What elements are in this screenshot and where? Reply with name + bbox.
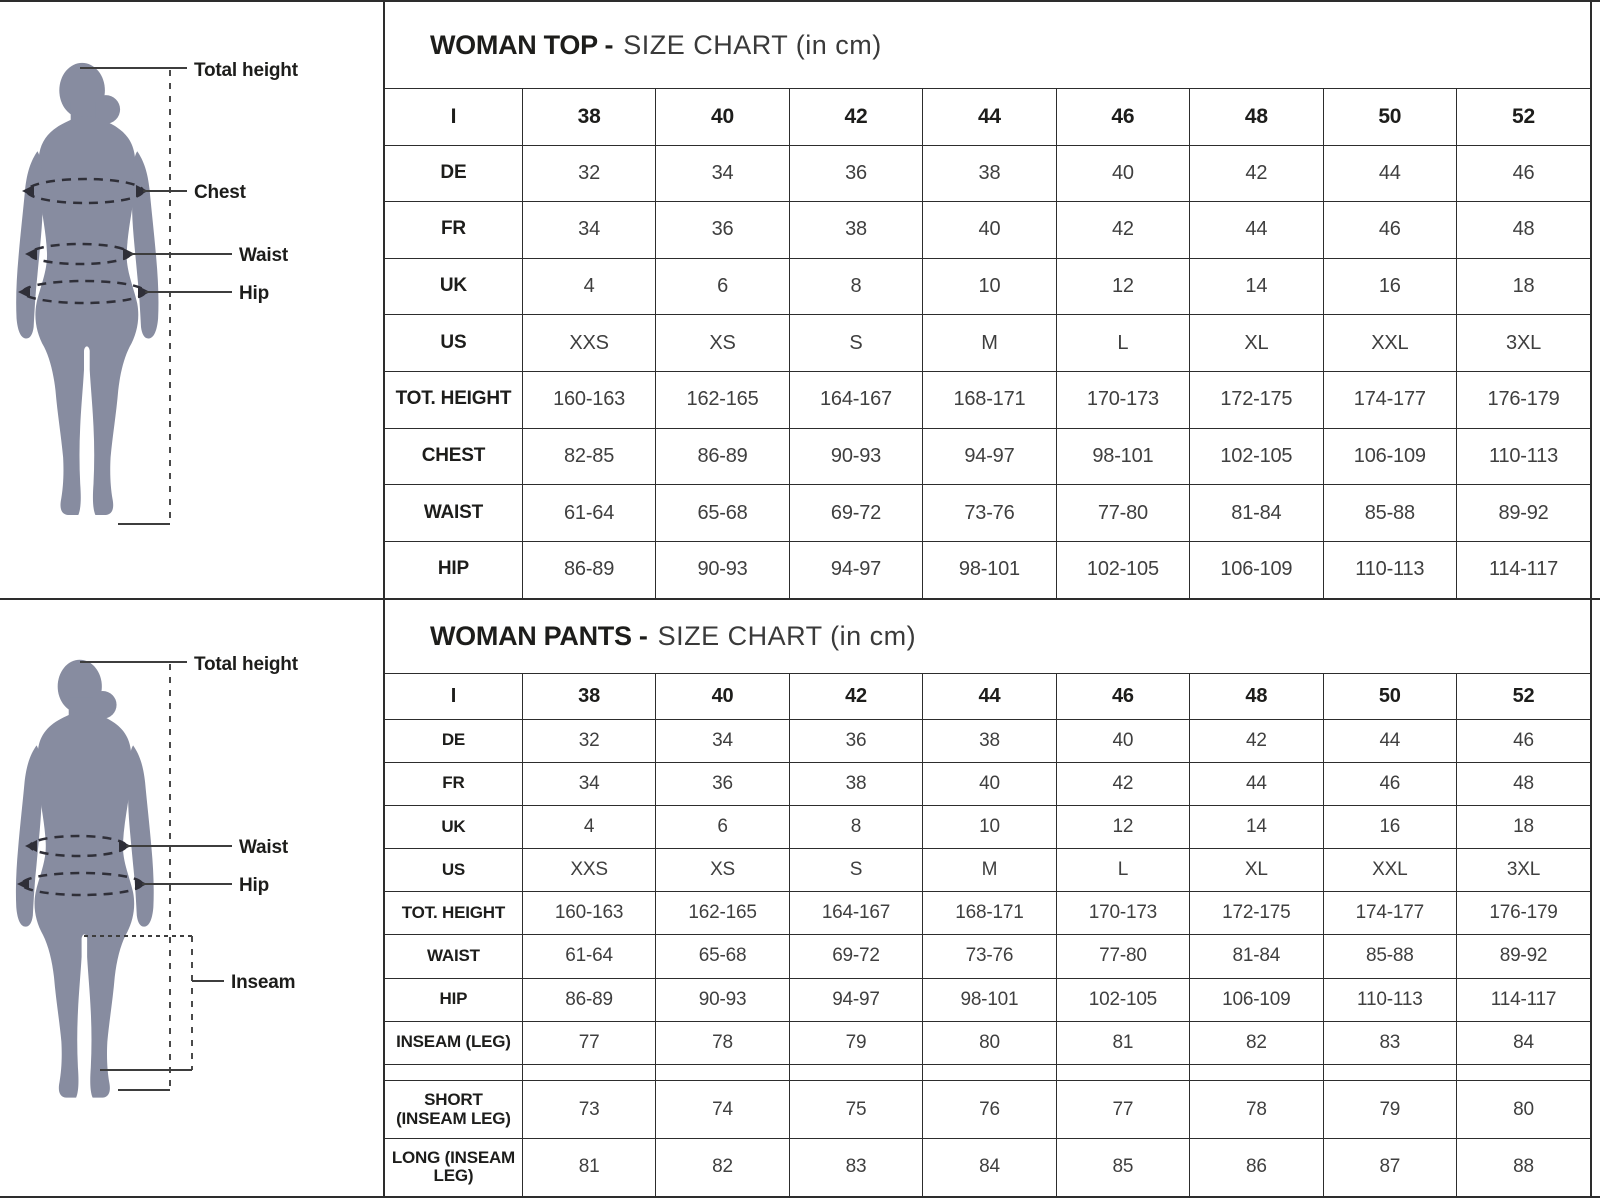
title-bold: WOMAN TOP - (430, 29, 614, 60)
size-value-cell: 98-101 (923, 978, 1056, 1021)
size-value-cell: 6 (656, 258, 789, 315)
size-value-cell: 76 (923, 1081, 1056, 1139)
row-label: INSEAM (LEG) (385, 1021, 522, 1064)
row-label: FR (385, 202, 522, 259)
size-value-cell (522, 1064, 655, 1080)
size-value-cell: 90-93 (656, 978, 789, 1021)
size-value-cell: 79 (789, 1021, 922, 1064)
size-value-cell: 14 (1190, 258, 1323, 315)
size-value-cell: 176-179 (1457, 892, 1590, 935)
measurement-row (385, 202, 1590, 259)
row-label: WAIST (385, 935, 522, 978)
size-column-header: 52 (1457, 674, 1590, 719)
measurement-row (385, 428, 1590, 485)
measurement-row (385, 145, 1590, 202)
size-value-cell (1056, 1064, 1189, 1080)
size-value-cell: 81 (522, 1138, 655, 1196)
size-value-cell: 94-97 (789, 541, 922, 598)
size-value-cell: 174-177 (1323, 372, 1456, 429)
size-value-cell: 44 (1190, 202, 1323, 259)
size-value-cell: 8 (789, 258, 922, 315)
size-value-cell: 102-105 (1056, 541, 1189, 598)
size-system-header: I (385, 674, 522, 719)
woman-pants-size-table (385, 674, 1590, 1196)
size-value-cell: 46 (1457, 719, 1590, 762)
size-value-cell: 176-179 (1457, 372, 1590, 429)
size-column-header: 48 (1190, 674, 1323, 719)
size-value-cell: 81 (1056, 1021, 1189, 1064)
size-column-header: 38 (522, 674, 655, 719)
woman-pants-title (385, 600, 1590, 674)
size-value-cell: 69-72 (789, 935, 922, 978)
size-system-header: I (385, 89, 522, 145)
size-value-cell: M (923, 849, 1056, 892)
size-value-cell: 88 (1457, 1138, 1590, 1196)
size-value-cell: 61-64 (522, 935, 655, 978)
size-value-cell: 114-117 (1457, 978, 1590, 1021)
measurement-row (385, 541, 1590, 598)
size-value-cell: 38 (789, 762, 922, 805)
size-value-cell: 18 (1457, 258, 1590, 315)
size-value-cell (1457, 1064, 1590, 1080)
size-value-cell: 40 (923, 762, 1056, 805)
woman-top-title (385, 2, 1590, 89)
size-value-cell: 42 (1190, 145, 1323, 202)
size-value-cell: 77 (522, 1021, 655, 1064)
size-value-cell: 34 (522, 762, 655, 805)
size-value-cell: 87 (1323, 1138, 1456, 1196)
waist-label: Waist (239, 245, 288, 266)
row-label (385, 1064, 522, 1080)
measurement-row (385, 762, 1590, 805)
size-value-cell: 34 (522, 202, 655, 259)
size-value-cell: 73 (522, 1081, 655, 1139)
size-value-cell: 83 (1323, 1021, 1456, 1064)
size-value-cell: 40 (1056, 145, 1189, 202)
total-height-label: Total height (194, 654, 298, 675)
size-value-cell: XXL (1323, 315, 1456, 372)
size-value-cell: 42 (1056, 762, 1189, 805)
size-value-cell: 12 (1056, 258, 1189, 315)
size-value-cell: 36 (656, 202, 789, 259)
size-value-cell: 18 (1457, 805, 1590, 848)
section-woman-top (0, 0, 1600, 598)
size-value-cell: 162-165 (656, 892, 789, 935)
size-value-cell: 170-173 (1056, 372, 1189, 429)
size-value-cell: 38 (923, 719, 1056, 762)
size-column-header: 42 (789, 674, 922, 719)
woman-silhouette (16, 63, 158, 515)
size-header-row (385, 674, 1590, 719)
measurement-row (385, 1138, 1590, 1196)
section-woman-pants (0, 598, 1600, 1198)
size-value-cell: 81-84 (1190, 485, 1323, 542)
size-value-cell (656, 1064, 789, 1080)
size-value-cell: 77-80 (1056, 485, 1189, 542)
size-value-cell: 86 (1190, 1138, 1323, 1196)
row-label: US (385, 849, 522, 892)
size-value-cell: 168-171 (923, 372, 1056, 429)
size-column-header: 52 (1457, 89, 1590, 145)
size-value-cell: 40 (1056, 719, 1189, 762)
size-value-cell: 3XL (1457, 315, 1590, 372)
size-value-cell: 42 (1056, 202, 1189, 259)
row-label: DE (385, 145, 522, 202)
measurement-row (385, 315, 1590, 372)
size-value-cell: 170-173 (1056, 892, 1189, 935)
size-value-cell: 44 (1323, 145, 1456, 202)
size-value-cell: 90-93 (656, 541, 789, 598)
title-bold: WOMAN PANTS - (430, 621, 648, 651)
row-label: HIP (385, 978, 522, 1021)
size-value-cell (789, 1064, 922, 1080)
size-value-cell: 4 (522, 258, 655, 315)
size-value-cell: 12 (1056, 805, 1189, 848)
size-value-cell: 86-89 (656, 428, 789, 485)
measurement-row (385, 849, 1590, 892)
title-regular: SIZE CHART (in cm) (623, 29, 882, 60)
size-column-header: 48 (1190, 89, 1323, 145)
row-label: US (385, 315, 522, 372)
size-value-cell: 16 (1323, 805, 1456, 848)
measurement-row (385, 485, 1590, 542)
size-column-header: 38 (522, 89, 655, 145)
size-value-cell: 82-85 (522, 428, 655, 485)
size-value-cell: 38 (789, 202, 922, 259)
size-value-cell: 77-80 (1056, 935, 1189, 978)
size-value-cell: 89-92 (1457, 935, 1590, 978)
size-column-header: 40 (656, 89, 789, 145)
row-label: CHEST (385, 428, 522, 485)
row-label: SHORT (INSEAM LEG) (385, 1081, 522, 1139)
size-value-cell: 3XL (1457, 849, 1590, 892)
woman-pants-figure-panel (0, 600, 385, 1196)
size-value-cell: XXS (522, 849, 655, 892)
size-value-cell: 82 (1190, 1021, 1323, 1064)
size-value-cell: 42 (1190, 719, 1323, 762)
size-value-cell: 85-88 (1323, 935, 1456, 978)
size-header-row (385, 89, 1590, 145)
size-value-cell: 10 (923, 805, 1056, 848)
size-value-cell: 69-72 (789, 485, 922, 542)
size-value-cell: 84 (923, 1138, 1056, 1196)
row-label: UK (385, 258, 522, 315)
size-value-cell: S (789, 315, 922, 372)
size-value-cell: L (1056, 315, 1189, 372)
row-label: UK (385, 805, 522, 848)
size-value-cell: XS (656, 315, 789, 372)
measurement-row (385, 1021, 1590, 1064)
size-value-cell: 46 (1323, 762, 1456, 805)
size-value-cell: 110-113 (1323, 978, 1456, 1021)
size-value-cell: 164-167 (789, 892, 922, 935)
size-value-cell: 6 (656, 805, 789, 848)
measurement-row (385, 805, 1590, 848)
spacer-row (385, 1064, 1590, 1080)
size-value-cell: 106-109 (1323, 428, 1456, 485)
woman-silhouette (16, 660, 154, 1098)
size-value-cell: 162-165 (656, 372, 789, 429)
size-value-cell: 78 (1190, 1081, 1323, 1139)
size-value-cell: 114-117 (1457, 541, 1590, 598)
size-value-cell: 106-109 (1190, 978, 1323, 1021)
size-value-cell: 46 (1457, 145, 1590, 202)
inseam-label: Inseam (231, 972, 296, 993)
size-value-cell: 83 (789, 1138, 922, 1196)
size-column-header: 50 (1323, 89, 1456, 145)
size-column-header: 44 (923, 89, 1056, 145)
size-value-cell: 79 (1323, 1081, 1456, 1139)
size-value-cell: 34 (656, 719, 789, 762)
size-value-cell: 90-93 (789, 428, 922, 485)
row-label: FR (385, 762, 522, 805)
size-value-cell: 36 (656, 762, 789, 805)
woman-pants-measurement-figure (0, 600, 383, 1198)
measurement-row (385, 372, 1590, 429)
size-value-cell: 110-113 (1323, 541, 1456, 598)
size-value-cell: M (923, 315, 1056, 372)
woman-pants-table-panel (385, 600, 1592, 1196)
size-value-cell: 160-163 (522, 372, 655, 429)
size-value-cell: 73-76 (923, 485, 1056, 542)
size-value-cell: 48 (1457, 202, 1590, 259)
size-value-cell: 172-175 (1190, 372, 1323, 429)
chest-label: Chest (194, 182, 246, 203)
size-value-cell: 36 (789, 145, 922, 202)
size-value-cell: 32 (522, 719, 655, 762)
size-value-cell: 73-76 (923, 935, 1056, 978)
row-label: DE (385, 719, 522, 762)
measurement-row (385, 978, 1590, 1021)
size-value-cell: 77 (1056, 1081, 1189, 1139)
hip-label: Hip (239, 283, 270, 304)
size-value-cell: 81-84 (1190, 935, 1323, 978)
size-value-cell: 172-175 (1190, 892, 1323, 935)
size-value-cell: 94-97 (923, 428, 1056, 485)
size-value-cell: 84 (1457, 1021, 1590, 1064)
size-value-cell: 40 (923, 202, 1056, 259)
size-value-cell: XL (1190, 315, 1323, 372)
woman-top-table-panel (385, 2, 1592, 598)
row-label: LONG (INSEAM LEG) (385, 1138, 522, 1196)
size-value-cell: 74 (656, 1081, 789, 1139)
size-value-cell: 44 (1323, 719, 1456, 762)
size-value-cell: 65-68 (656, 485, 789, 542)
size-value-cell: 98-101 (1056, 428, 1189, 485)
size-value-cell: 85 (1056, 1138, 1189, 1196)
size-value-cell (1323, 1064, 1456, 1080)
size-value-cell: 160-163 (522, 892, 655, 935)
row-label: HIP (385, 541, 522, 598)
total-height-label: Total height (194, 60, 298, 81)
size-value-cell: 82 (656, 1138, 789, 1196)
size-value-cell: 48 (1457, 762, 1590, 805)
size-value-cell: 110-113 (1457, 428, 1590, 485)
row-label: TOT. HEIGHT (385, 892, 522, 935)
measurement-row (385, 935, 1590, 978)
title-regular: SIZE CHART (in cm) (657, 621, 917, 651)
size-value-cell: 78 (656, 1021, 789, 1064)
size-value-cell: 164-167 (789, 372, 922, 429)
size-value-cell: 86-89 (522, 978, 655, 1021)
waist-label: Waist (239, 837, 288, 858)
woman-top-size-table (385, 89, 1590, 598)
size-value-cell: 75 (789, 1081, 922, 1139)
woman-top-measurement-figure (0, 2, 383, 598)
size-value-cell: 8 (789, 805, 922, 848)
size-value-cell: L (1056, 849, 1189, 892)
size-value-cell: 80 (1457, 1081, 1590, 1139)
measurement-row (385, 719, 1590, 762)
size-value-cell: 174-177 (1323, 892, 1456, 935)
row-label: WAIST (385, 485, 522, 542)
size-value-cell: 36 (789, 719, 922, 762)
size-value-cell: 89-92 (1457, 485, 1590, 542)
size-column-header: 40 (656, 674, 789, 719)
size-value-cell (923, 1064, 1056, 1080)
size-value-cell: 44 (1190, 762, 1323, 805)
size-column-header: 42 (789, 89, 922, 145)
size-value-cell: XXL (1323, 849, 1456, 892)
size-value-cell: 98-101 (923, 541, 1056, 598)
size-value-cell: XXS (522, 315, 655, 372)
woman-top-figure-panel (0, 2, 385, 598)
size-column-header: 46 (1056, 89, 1189, 145)
size-value-cell: 16 (1323, 258, 1456, 315)
size-value-cell: 65-68 (656, 935, 789, 978)
hip-label: Hip (239, 875, 270, 896)
size-value-cell: S (789, 849, 922, 892)
size-value-cell: 46 (1323, 202, 1456, 259)
size-value-cell: 14 (1190, 805, 1323, 848)
size-column-header: 44 (923, 674, 1056, 719)
size-value-cell: XS (656, 849, 789, 892)
measurement-row (385, 892, 1590, 935)
size-column-header: 50 (1323, 674, 1456, 719)
size-value-cell: 94-97 (789, 978, 922, 1021)
size-value-cell: 4 (522, 805, 655, 848)
size-value-cell: 102-105 (1056, 978, 1189, 1021)
measurement-row (385, 1081, 1590, 1139)
size-value-cell (1190, 1064, 1323, 1080)
size-value-cell: 168-171 (923, 892, 1056, 935)
measurement-row (385, 258, 1590, 315)
size-value-cell: 85-88 (1323, 485, 1456, 542)
size-value-cell: 38 (923, 145, 1056, 202)
row-label: TOT. HEIGHT (385, 372, 522, 429)
size-value-cell: 61-64 (522, 485, 655, 542)
size-value-cell: 102-105 (1190, 428, 1323, 485)
size-value-cell: 86-89 (522, 541, 655, 598)
size-value-cell: 34 (656, 145, 789, 202)
size-value-cell: XL (1190, 849, 1323, 892)
size-value-cell: 80 (923, 1021, 1056, 1064)
size-value-cell: 32 (522, 145, 655, 202)
size-value-cell: 10 (923, 258, 1056, 315)
size-value-cell: 106-109 (1190, 541, 1323, 598)
size-column-header: 46 (1056, 674, 1189, 719)
